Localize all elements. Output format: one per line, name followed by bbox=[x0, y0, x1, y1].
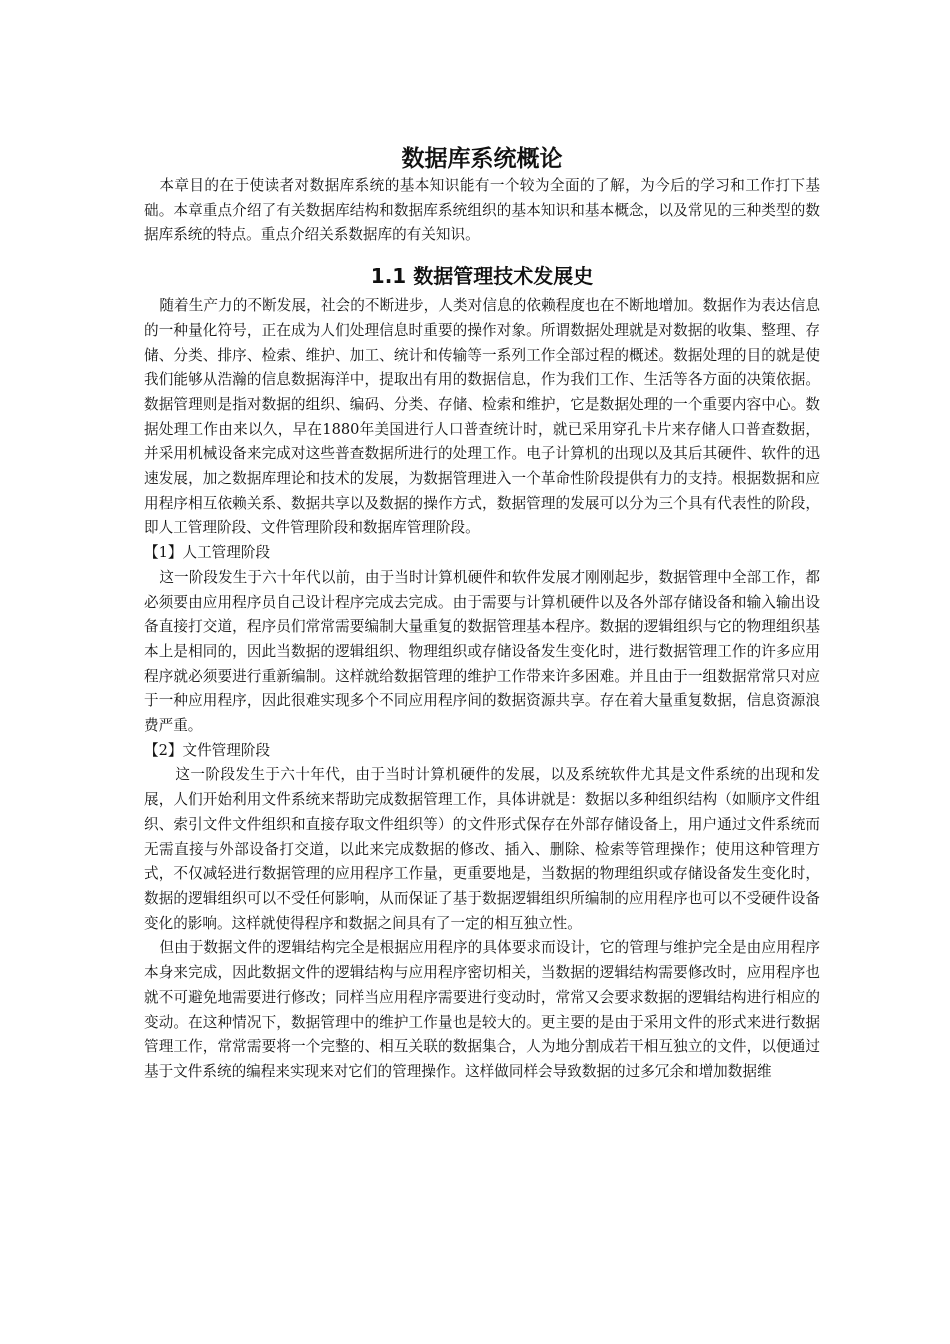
section-paragraph: 随着生产力的不断发展，社会的不断进步，人类对信息的依赖程度也在不断地增加。数据作为表达信息的一种量化符号，正在成为人们处理信息时重要的操作对象。所谓数据处理就是对数据的收集、整理、存储、分类、排序、检索、维护、加工、统计和传输等一系列工作全部过程的概述。数据处理的目的就是使我们能够从浩瀚的信息数据海洋中，提取出有用的数据信息，作为我们工作、生活等各方面的决策依据。数据管理则是指对数据的组织、编码、分类、存储、检索和维护，它是数据处理的一个重要内容中心。数据处理工作由来以久，早在1880年美国进行人口普查统计时，就已采用穿孔卡片来存储人口普查数据，并采用机械设备来完成对这些普查数据所进行的处理工作。电子计算机的出现以及其后其硬件、软件的迅速发展，加之数据库理论和技术的发展，为数据管理进入一个革命性阶段提供有力的支持。根据数据和应用程序相互依赖关系、数据共享以及数据的操作方式，数据管理的发展可以分为三个具有代表性的阶段，即人工管理阶段、文件管理阶段和数据库管理阶段。 bbox=[144, 297, 820, 537]
document-page bbox=[144, 138, 820, 1085]
chapter-title: 数据库系统概论 bbox=[401, 146, 563, 172]
section-title: 1.1 数据管理技术发展史 bbox=[370, 264, 594, 289]
intro-paragraph: 本章目的在于使读者对数据库系统的基本知识能有一个较为全面的了解，为今后的学习和工作打下基础。本章重点介绍了有关数据库结构和数据库系统组织的基本知识和基本概念，以及常见的三种类型的数据库系统的特点。重点介绍关系数据库的有关知识。 bbox=[144, 177, 820, 244]
stage-2-heading: 【2】文件管理阶段 bbox=[144, 741, 271, 759]
stage-2-paragraph: 这一阶段发生于六十年代，由于当时计算机硬件的发展，以及系统软件尤其是文件系统的出现和发展，人们开始利用文件系统来帮助完成数据管理工作，具体讲就是：数据以多种组织结构（如顺序文件组织、索引文件文件组织和直接存取文件组织等）的文件形式保存在外部存储设备上，用户通过文件系统而无需直接与外部设备打交道，以此来完成数据的修改、插入、删除、检索等管理操作；使用这种管理方式，不仅减轻进行数据管理的应用程序工作量，更重要地是，当数据的物理组织或存储设备发生变化时，数据的逻辑组织可以不受任何影响，从而保证了基于数据逻辑组织所编制的应用程序也可以不受硬件设备变化的影响。这样就使得程序和数据之间具有了一定的相互独立性。 bbox=[144, 766, 820, 932]
stage-1-paragraph: 这一阶段发生于六十年代以前，由于当时计算机硬件和软件发展才刚刚起步，数据管理中全部工作，都必须要由应用程序员自己设计程序完成去完成。由于需要与计算机硬件以及各外部存储设备和输入输出设备直接打交道，程序员们常常需要编制大量重复的数据管理基本程序。数据的逻辑组织与它的物理组织基本上是相同的，因此当数据的逻辑组织、物理组织或存储设备发生变化时，进行数据管理工作的许多应用程序就必须要进行重新编制。这样就给数据管理的维护工作带来许多困难。并且由于一组数据常常只对应于一种应用程序，因此很难实现多个不同应用程序间的数据资源共享。存在着大量重复数据，信息资源浪费严重。 bbox=[144, 568, 820, 735]
stage-2-paragraph-continued: 但由于数据文件的逻辑结构完全是根据应用程序的具体要求而设计，它的管理与维护完全是由应用程序本身来完成，因此数据文件的逻辑结构与应用程序密切相关，当数据的逻辑结构需要修改时，应用程序也就不可避免地需要进行修改；同样当应用程序需要进行变动时，常常又会要求数据的逻辑结构进行相应的变动。在这种情况下，数据管理中的维护工作量也是较大的。更主要的是由于采用文件的形式来进行数据管理工作，常常需要将一个完整的、相互关联的数据集合，人为地分割成若干相互独立的文件，以便通过基于文件系统的编程来实现来对它们的管理操作。这样做同样会导致数据的过多冗余和增加数据维 bbox=[144, 939, 820, 1080]
stage-1-heading: 【1】人工管理阶段 bbox=[144, 544, 271, 562]
